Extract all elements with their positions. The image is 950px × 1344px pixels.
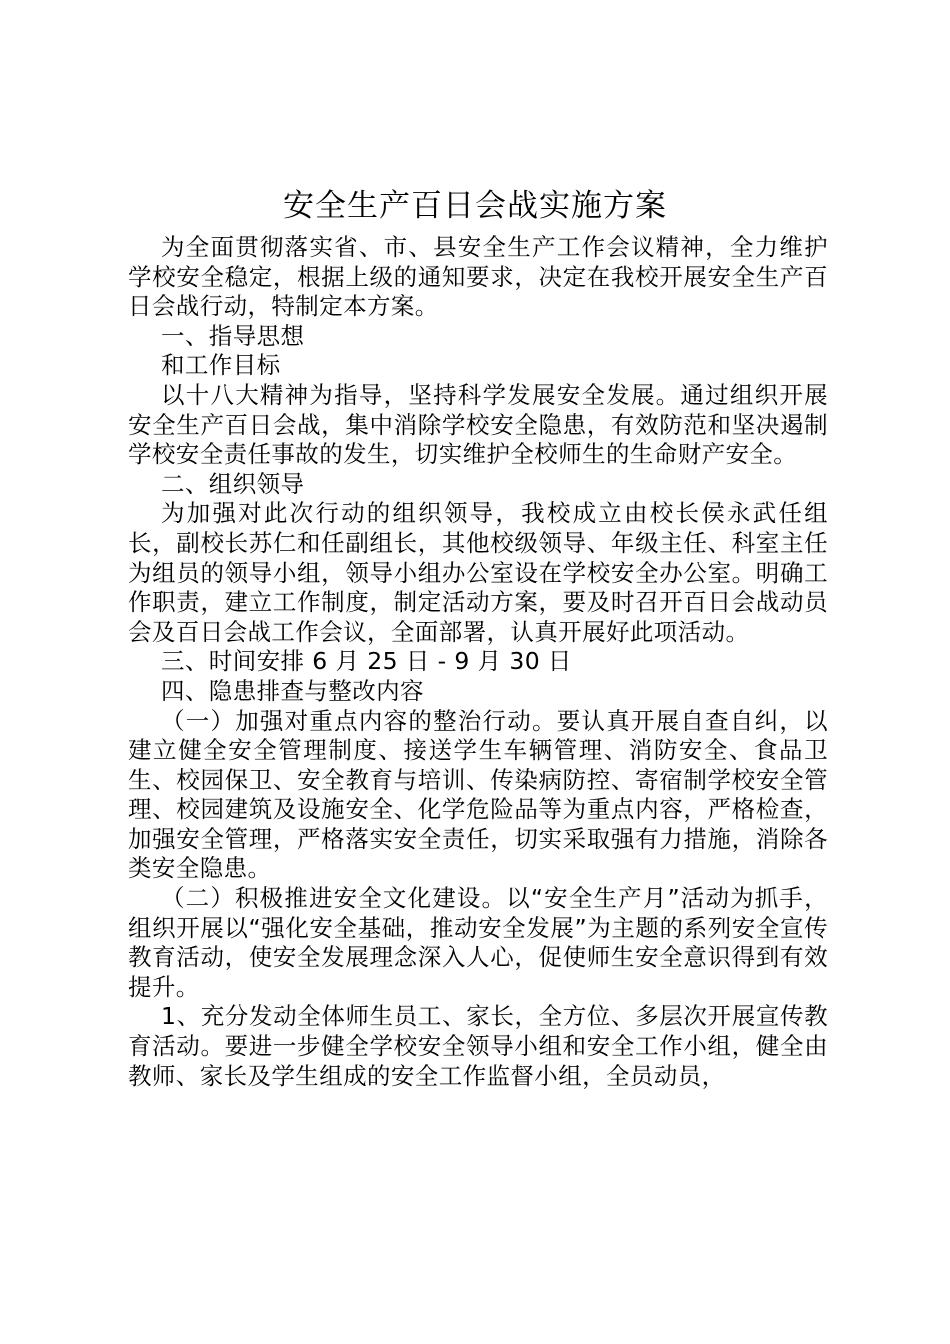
paragraph-guiding-ideology: 以十八大精神为指导，坚持科学发展安全发展。通过组织开展安全生产百日会战，集中消除学校安全隐患，有效防范和坚决遏制学校安全责任事故的发生，切实维护全校师生的生命财产安全。 [128,380,828,469]
heading-organization: 二、组织领导 [161,469,305,498]
document-title: 安全生产百日会战实施方案 [283,188,667,224]
paragraph-mobilization: 1、充分发动全体师生员工、家长，全方位、多层次开展宣传教育活动。要进一步健全学校安全领导小组和安全工作小组，健全由教师、家长及学生组成的安全工作监督小组，全员动员， [128,1002,828,1090]
heading-work-goals: 和工作目标 [161,351,281,380]
paragraph-key-rectification: （一）加强对重点内容的整治行动。要认真开展自查自纠，以建立健全安全管理制度、接送学生车辆管理、消防安全、食品卫生、校园保卫、安全教育与培训、传染病防控、寄宿制学校安全管理、校园建筑及设施安全、化学危险品等为重点内容，严格检查，加强安全管理，严格落实安全责任，切实采取强有力措施，消除各类安全隐患。 [128,706,828,883]
paragraph-organization: 为加强对此次行动的组织领导，我校成立由校长侯永武任组长，副校长苏仁和任副组长，其他校级领导、年级主任、科室主任为组员的领导小组，领导小组办公室设在学校安全办公室。明确工作职责，建立工作制度，制定活动方案，要及时召开百日会战动员会及百日会战工作会议，全面部署，认真开展好此项活动。 [128,499,828,646]
paragraph-safety-culture: （二）积极推进安全文化建设。以“安全生产月”活动为抓手，组织开展以“强化安全基础，推动安全发展”为主题的系列安全宣传教育活动，使安全发展理念深入人心，促使师生安全意识得到有效提升。 [128,884,828,1001]
paragraph-intro: 为全面贯彻落实省、市、县安全生产工作会议精神，全力维护学校安全稳定，根据上级的通知要求，决定在我校开展安全生产百日会战行动，特制定本方案。 [128,233,828,321]
document-body [128,233,828,1091]
heading-hazard-inspection: 四、隐患排查与整改内容 [161,676,424,705]
heading-guiding-ideology: 一、指导思想 [161,321,305,350]
heading-schedule: 三、时间安排 6 月 25 日 - 9 月 30 日 [161,647,572,676]
